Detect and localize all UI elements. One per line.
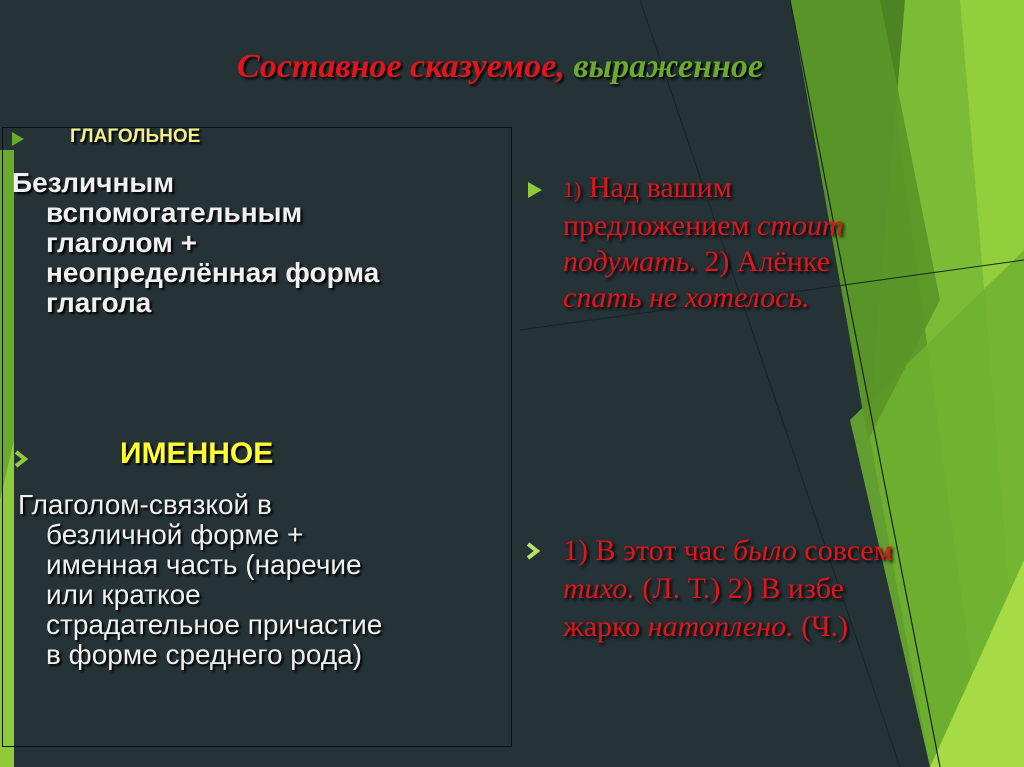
arrow-bullet-icon <box>12 132 24 146</box>
ex2-text-3: (Л. Т.) 2) В избе <box>642 572 844 605</box>
nominal-line-1: Глаголом-связкой в <box>18 489 272 520</box>
ex1-text-3: Алёнке <box>736 245 831 278</box>
nominal-line-2: безличной форме + <box>46 519 304 550</box>
verbal-line-1: Безличным <box>12 167 175 198</box>
ex1-predicate-2: подумать. <box>563 245 697 278</box>
ex1-predicate-1: стоит <box>757 209 844 242</box>
verbal-line-2: вспомогательным <box>46 197 303 228</box>
ex2-text-1: 1) В этот час <box>563 534 726 567</box>
nominal-line-4: или краткое <box>46 579 201 610</box>
ex2-text-4: жарко <box>563 610 641 643</box>
ex1-text-2: предложением <box>563 209 750 242</box>
nominal-definition <box>18 490 498 670</box>
ex1-num-1: 1) <box>563 177 582 202</box>
slide-title <box>0 48 1000 86</box>
nominal-heading: ИМЕННОЕ <box>120 437 274 470</box>
verbal-line-4: неопределённая форма <box>46 257 380 288</box>
chevron-bullet-icon <box>524 540 544 562</box>
chevron-bullet-icon <box>12 448 32 470</box>
nominal-line-5: страдательное причастие <box>46 609 383 640</box>
arrow-bullet-icon <box>528 182 542 198</box>
title-part-1: Составное сказуемое, <box>237 48 565 85</box>
ex1-num-2: 2) <box>704 245 730 278</box>
verbal-line-5: глагола <box>46 287 152 318</box>
ex2-predicate-3: натоплено. <box>647 610 794 643</box>
ex2-predicate-2: тихо. <box>563 572 635 605</box>
title-part-2: выраженное <box>573 48 763 85</box>
ex2-text-5: (Ч.) <box>801 610 849 643</box>
verbal-line-3: глаголом + <box>46 227 198 258</box>
verbal-heading: ГЛАГОЛЬНОЕ <box>70 126 201 147</box>
nominal-line-6: в форме среднего рода) <box>46 639 363 670</box>
example-nominal <box>563 532 1013 646</box>
verbal-definition <box>12 168 492 318</box>
ex1-text-1: Над вашим <box>588 171 732 204</box>
example-verbal <box>563 170 963 316</box>
ex1-predicate-3: спать не хотелось. <box>563 281 810 314</box>
nominal-line-3: именная часть (наречие <box>46 549 362 580</box>
ex2-text-2: совсем <box>804 534 893 567</box>
ex2-predicate-1: было <box>733 534 797 567</box>
